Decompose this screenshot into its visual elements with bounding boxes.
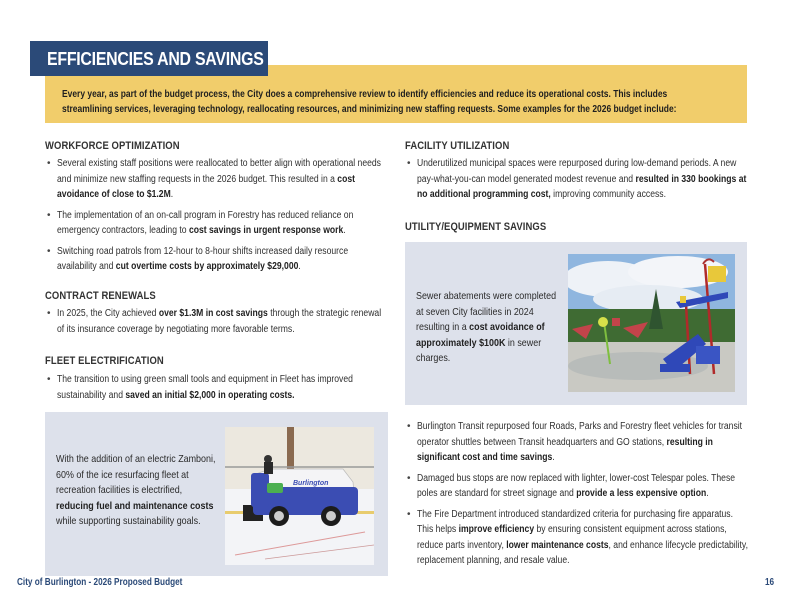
zamboni-image — [225, 427, 374, 565]
list-item: • The implementation of an on-call program in Forestry has reduced reliance on emergency contractors, leading to cost savings in urgent response work. — [45, 208, 385, 239]
sewer-callout — [405, 242, 747, 405]
sewer-callout-text: Sewer abatements were completed at seven City facilities in 2024 resulting in a cost avoidance of approximately $100K in sewer charges. — [416, 291, 557, 364]
heading-fleet-electrification: FLEET ELECTRIFICATION — [45, 355, 164, 367]
list-item: • Switching road patrols from 12-hour to 8-hour shifts increased daily resource availability and cut overtime costs by approximately $29,000. — [45, 244, 385, 275]
list-item: • Underutilized municipal spaces were repurposed during low-demand periods. A new pay-what-you-can model generated modest revenue and resulted in 330 bookings at no additional programming cost, improving community access. — [405, 156, 750, 203]
contract-list — [45, 306, 385, 342]
page-title-bar — [30, 41, 268, 76]
splash-pad-photo — [568, 254, 735, 392]
list-item: • Damaged bus stops are now replaced with lighter, lower-cost Telespar poles. These poles are standard for street signage and provide a less expensive option. — [405, 471, 750, 502]
heading-contract-renewals: CONTRACT RENEWALS — [45, 290, 156, 302]
list-item: • Burlington Transit repurposed four Roads, Parks and Forestry fleet vehicles for transit operator shuttles between Transit headquarters and GO stations, resulting in significant cost and time savings. — [405, 419, 750, 466]
list-item: • In 2025, the City achieved over $1.3M in cost savings through the strategic renewal of its insurance coverage by negotiating more favorable terms. — [45, 306, 385, 337]
heading-utility-equipment-savings: UTILITY/EQUIPMENT SAVINGS — [405, 221, 547, 233]
intro-text: Every year, as part of the budget process, the City does a comprehensive review to identify efficiencies and reduce its operational costs. This includes streamlining services, leveraging technology, reallocating resources, and minimizing new staffing requests. Some examples for the 2026 budget include: — [62, 89, 677, 115]
zamboni-callout-text: With the addition of an electric Zamboni, 60% of the ice resurfacing fleet at recreation facilities is electrified, reducing fuel and maintenance costs while supporting sustainability goals. — [56, 454, 216, 527]
workforce-list — [45, 156, 385, 280]
fleet-list — [45, 372, 385, 408]
list-item: • The transition to using green small tools and equipment in Fleet has improved sustainability and saved an initial $2,000 in operating costs. — [45, 372, 385, 403]
utility-list — [405, 419, 750, 574]
footer-document-title: City of Burlington - 2026 Proposed Budget — [17, 577, 183, 588]
splash-pad-image — [568, 254, 735, 392]
heading-facility-utilization: FACILITY UTILIZATION — [405, 140, 510, 152]
list-item: • Several existing staff positions were reallocated to better align with operational needs and minimize new staffing requests in the 2026 budget. This resulted in a cost avoidance of close to $1.2M. — [45, 156, 385, 203]
zamboni-brand-label: Burlington — [293, 480, 329, 487]
zamboni-callout — [45, 412, 388, 576]
page-title: EFFICIENCIES AND SAVINGS — [47, 47, 264, 69]
heading-workforce-optimization: WORKFORCE OPTIMIZATION — [45, 140, 180, 152]
zamboni-photo — [225, 427, 374, 565]
facility-list — [405, 156, 750, 208]
page-number: 16 — [765, 577, 775, 588]
list-item: • The Fire Department introduced standardized criteria for purchasing fire apparatus. This helps improve efficiency by ensuring consistent equipment across stations, reduce parts inventory, lower maintenance costs, and enhance lifecycle predictability, replacement planning, and resale value. — [405, 507, 750, 569]
